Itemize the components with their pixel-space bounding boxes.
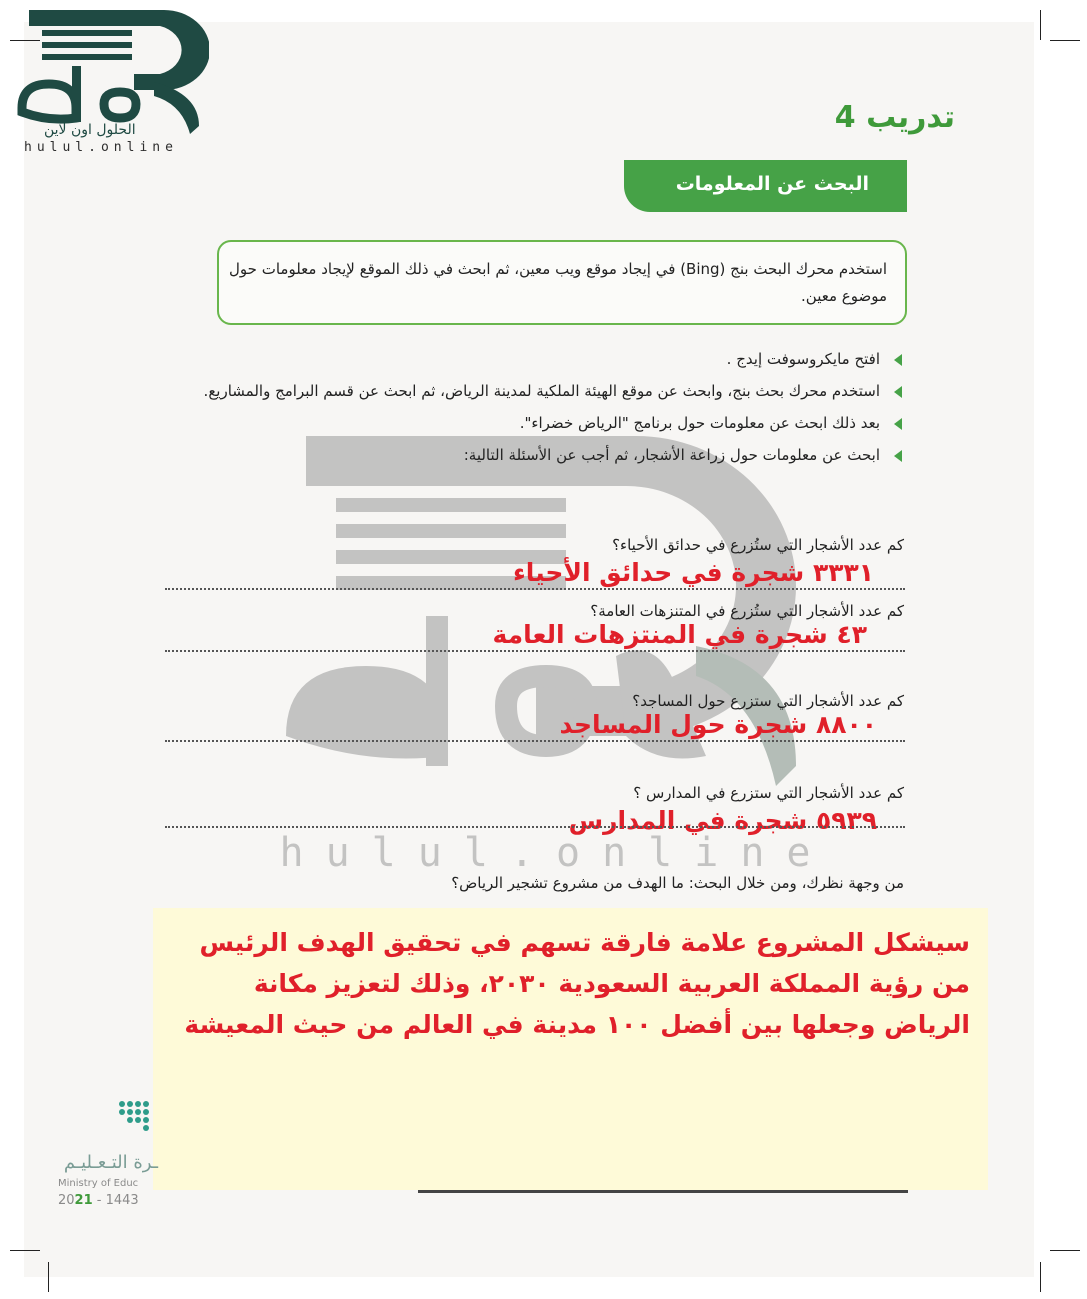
answer-3: ٨٨٠٠ شجرة حول المساجد (559, 710, 877, 739)
svg-text:hulul.online: hulul.online (279, 830, 833, 876)
answer-4: ٥٩٣٩ شجرة في المدارس (568, 806, 877, 835)
opinion-answer: سيشكل المشروع علامة فارقة تسهم في تحقيق الهدف الرئيس من رؤية المملكة العربية السعودية ٢٠٣٠، وذلك لتعزيز مكانة الرياض وجعلها بين أفضل ١٠٠ مدينة في العالم من حيث المعيشة (184, 928, 970, 1039)
bullet-icon (894, 450, 902, 462)
crop-mark (1050, 1250, 1080, 1251)
intro-text: استخدم محرك البحث بنج (Bing) في إيجاد موقع ويب معين، ثم ابحث في ذلك الموقع لإيجاد معلومات حول موضوع معين. (229, 260, 887, 305)
bullet-icon (894, 354, 902, 366)
crop-mark (1040, 10, 1041, 40)
answer-line-3 (165, 740, 905, 742)
hulul-logo (14, 8, 209, 153)
crop-mark (10, 1250, 40, 1251)
bullet-icon (894, 418, 902, 430)
answer-line-2 (165, 650, 905, 652)
ministry-name-en: Ministry of Educ (58, 1178, 139, 1189)
ministry-logo (58, 1100, 158, 1210)
ministry-dots-icon (118, 1100, 152, 1134)
intro-box (217, 240, 907, 325)
logo-brand-text: hulul.online (24, 140, 178, 155)
answer-1: ٣٣٣١ شجرة في حدائق الأحياء (513, 558, 874, 587)
list-item: استخدم محرك بحث بنج، وابحث عن موقع الهيئة الملكية لمدينة الرياض، ثم ابحث عن قسم البرامج والمشاريع. (184, 378, 904, 404)
question-2: كم عدد الأشجار التي ستُزرع في المتنزهات العامة؟ (590, 602, 904, 620)
logo-subtitle: الحلول اون لاين (44, 122, 136, 138)
crop-mark (48, 1262, 49, 1292)
page-title: تدريب 4 (834, 100, 955, 135)
answer-2: ٤٣ شجرة في المنتزهات العامة (492, 620, 867, 649)
section-heading-bar (624, 160, 907, 212)
opinion-question: من وجهة نظرك، ومن خلال البحث: ما الهدف من مشروع تشجير الرياض؟ (451, 874, 904, 892)
list-item: بعد ذلك ابحث عن معلومات حول برنامج "الرياض خضراء". (184, 410, 904, 436)
list-item: ابحث عن معلومات حول زراعة الأشجار، ثم أجب عن الأسئلة التالية: (184, 442, 904, 468)
question-4: كم عدد الأشجار التي ستزرع في المدارس ؟ (633, 784, 904, 802)
answer-line-1 (165, 588, 905, 590)
crop-mark (1050, 40, 1080, 41)
opinion-answer-box (153, 908, 988, 1190)
answer-line-4 (165, 826, 905, 828)
list-item: افتح مايكروسوفت إيدج . (184, 346, 904, 372)
ministry-name-ar: ـرة التـعـليـم (63, 1152, 158, 1173)
bullet-icon (894, 386, 902, 398)
question-1: كم عدد الأشجار التي ستُزرع في حدائق الأحياء؟ (612, 536, 904, 554)
page-footer: 2021 - 1443 (58, 1193, 139, 1208)
crop-mark (1040, 1262, 1041, 1292)
answer-box-border (418, 1190, 908, 1193)
steps-list (184, 346, 904, 474)
section-heading: البحث عن المعلومات (675, 173, 869, 195)
question-3: كم عدد الأشجار التي ستزرع حول المساجد؟ (632, 692, 904, 710)
page-number: 21 (74, 1193, 93, 1208)
